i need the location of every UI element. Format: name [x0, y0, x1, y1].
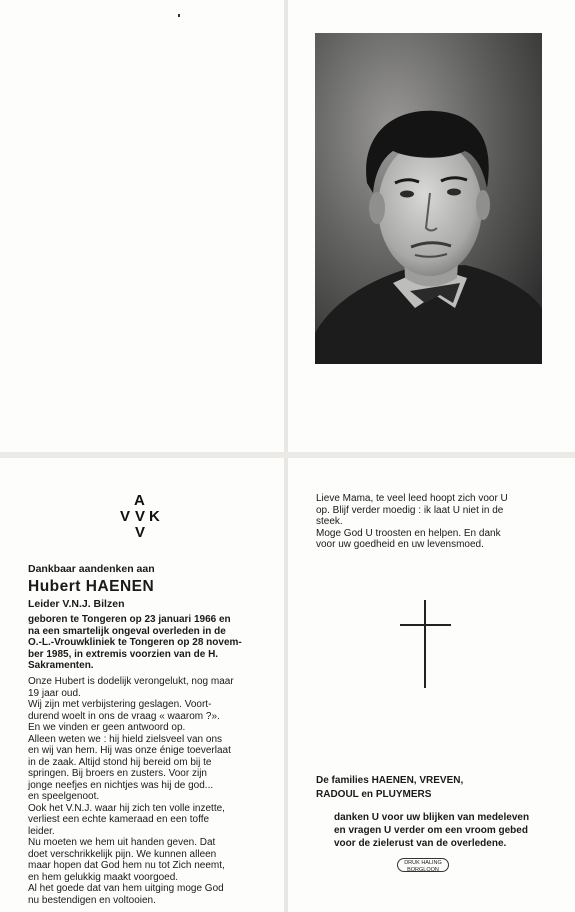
text-line: na een smartelijk ongeval overleden in de: [28, 625, 226, 637]
text-line: voor uw goedheid en uw levensmoed.: [316, 539, 484, 550]
print-speck: [178, 14, 180, 17]
text-line: durend woelt in ons de vraag « waarom ?».: [28, 710, 220, 722]
text-line: Al het goede dat van hem uitging moge God: [28, 883, 224, 894]
remembrance-heading: Dankbaar aandenken aan: [28, 563, 155, 575]
deceased-role: Leider V.N.J. Bilzen: [28, 598, 125, 610]
text-line: Alleen weten we : hij hield zielsveel van ons: [28, 733, 222, 745]
text-line: op. Blijf verder moedig : ik laat U niet in de: [316, 504, 504, 516]
text-line: jonge neefjes en nichtjes was hij de god...: [28, 779, 214, 791]
printer-city: BORGLOON: [407, 866, 439, 873]
monogram-v-left: V: [120, 508, 132, 525]
text-line: Onze Hubert is dodelijk verongelukt, nog maar: [28, 676, 234, 687]
text-line: Lieve Mama, te veel leed hoopt zich voor U: [316, 493, 508, 504]
text-line: voor de zielerust van de overledene.: [334, 838, 507, 849]
text-line: en vragen U verder om een vroom gebed: [334, 825, 528, 836]
families-line-1: De families HAENEN, VREVEN,: [316, 775, 464, 786]
text-line: springen. Bij broers en zusters. Voor zijn: [28, 768, 207, 779]
text-line: en wij van hem. Hij was onze énige toeverlaat: [28, 745, 231, 756]
text-line: geboren te Tongeren op 23 januari 1966 en: [28, 614, 231, 625]
text-line: Wij zijn met verbijstering geslagen. Voort-: [28, 699, 212, 710]
thanks-paragraph: [334, 811, 556, 850]
text-line: maar hopen dat God hem nu tot Zich neemt,: [28, 860, 225, 871]
text-line: O.-L.-Vrouwkliniek te Tongeren op 28 novem-: [28, 637, 242, 648]
text-line: en hem gelukkig maakt voorgoed.: [28, 871, 179, 883]
text-line: En we vinden er geen antwoord op.: [28, 722, 186, 733]
monogram-v-bottom: V: [135, 524, 147, 541]
text-line: Ook het V.N.J. waar hij zich ten volle inzette,: [28, 802, 225, 814]
text-line: Sakramenten.: [28, 660, 94, 671]
printer-stamp: [397, 858, 449, 872]
text-line: doet verschrikkelijk pijn. We kunnen alleen: [28, 848, 217, 860]
text-line: steek.: [316, 516, 343, 527]
monogram-v-center: V: [135, 508, 147, 525]
text-line: nu bestendigen en voltooien.: [28, 894, 156, 906]
text-line: Nu moeten we hem uit handen geven. Dat: [28, 837, 216, 848]
text-line: ber 1985, in extremis voorzien van de H.: [28, 648, 219, 660]
text-line: danken U voor uw blijken van medeleven: [334, 812, 530, 823]
cross-icon-vertical: [424, 600, 426, 688]
text-line: 19 jaar oud.: [28, 687, 81, 699]
text-line: in de zaak. Altijd stond hij bereid om bij te: [28, 756, 212, 768]
monogram-a: A: [134, 492, 146, 509]
memorial-text: [28, 676, 282, 906]
text-line: leider.: [28, 825, 55, 837]
mama-paragraph: [316, 493, 542, 551]
printer-name: DRUK HALING: [404, 860, 442, 866]
horizontal-fold: [0, 452, 575, 458]
text-line: Moge God U troosten en helpen. En dank: [316, 527, 501, 539]
birth-death-paragraph: [28, 614, 282, 672]
text-line: en speelgenoot.: [28, 791, 100, 802]
text-line: verliest een echte kameraad en een toffe: [28, 814, 210, 825]
families-line-2: RADOUL en PLUYMERS: [316, 789, 432, 800]
monogram-k: K: [149, 508, 161, 525]
portrait-illustration: [315, 33, 542, 364]
front-left-panel: [0, 0, 284, 452]
cross-icon-horizontal: [400, 624, 451, 626]
deceased-name: Hubert HAENEN: [28, 578, 155, 595]
portrait-photo: [315, 33, 542, 364]
